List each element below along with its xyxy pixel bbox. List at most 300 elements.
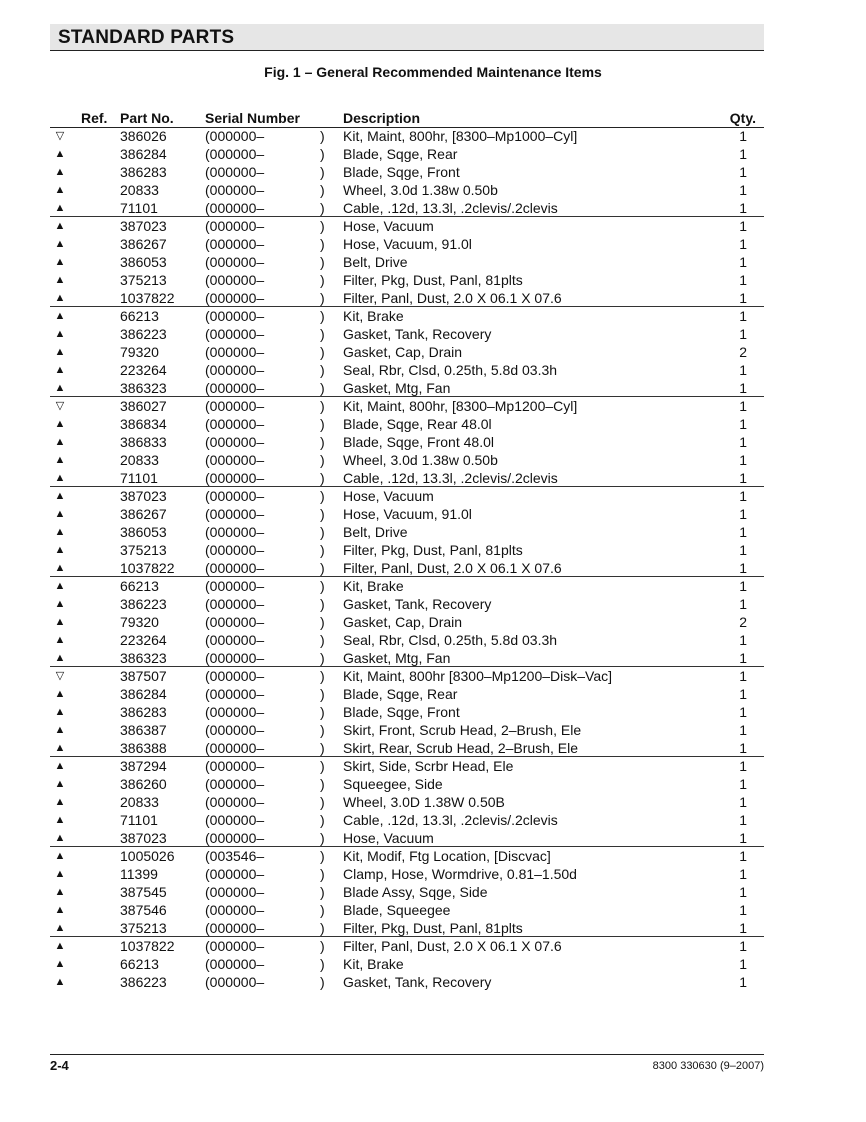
part-number: 66213 xyxy=(120,308,159,324)
ref-marker: ▲ xyxy=(54,634,66,646)
ref-marker: ▲ xyxy=(54,832,66,844)
part-number: 386387 xyxy=(120,722,167,738)
part-number: 20833 xyxy=(120,182,159,198)
table-row xyxy=(50,829,764,847)
serial-number: (000000– xyxy=(205,290,265,306)
serial-number: (000000– xyxy=(205,776,265,792)
quantity: 1 xyxy=(739,308,747,324)
table-row xyxy=(50,505,764,523)
description: Skirt, Rear, Scrub Head, 2–Brush, Ele xyxy=(343,740,578,756)
quantity: 1 xyxy=(739,524,747,540)
part-number: 387546 xyxy=(120,902,167,918)
ref-marker: ▲ xyxy=(54,274,66,286)
quantity: 1 xyxy=(739,200,747,216)
ref-marker: ▲ xyxy=(54,760,66,772)
quantity: 1 xyxy=(739,938,747,954)
serial-close: ) xyxy=(320,272,325,288)
serial-number: (000000– xyxy=(205,542,265,558)
section-header xyxy=(50,24,764,51)
quantity: 1 xyxy=(739,362,747,378)
description: Belt, Drive xyxy=(343,254,408,270)
serial-close: ) xyxy=(320,470,325,486)
serial-number: (000000– xyxy=(205,524,265,540)
table-row xyxy=(50,685,764,703)
description: Clamp, Hose, Wormdrive, 0.81–1.50d xyxy=(343,866,577,882)
description: Gasket, Cap, Drain xyxy=(343,344,463,360)
ref-marker: ▲ xyxy=(54,256,66,268)
ref-marker: ▲ xyxy=(54,868,66,880)
serial-number: (000000– xyxy=(205,218,265,234)
serial-number: (000000– xyxy=(205,236,265,252)
serial-close: ) xyxy=(320,974,325,990)
serial-close: ) xyxy=(320,542,325,558)
table-row xyxy=(50,487,764,505)
table-row xyxy=(50,127,764,145)
serial-number: (000000– xyxy=(205,488,265,504)
table-row xyxy=(50,415,764,433)
quantity: 2 xyxy=(739,344,747,360)
serial-number: (000000– xyxy=(205,668,265,684)
serial-close: ) xyxy=(320,956,325,972)
description: Blade, Sqge, Front xyxy=(343,704,460,720)
ref-marker: ▲ xyxy=(54,778,66,790)
part-number: 79320 xyxy=(120,344,159,360)
part-number: 386283 xyxy=(120,164,167,180)
quantity: 1 xyxy=(739,326,747,342)
description: Kit, Brake xyxy=(343,308,404,324)
table-row xyxy=(50,577,764,595)
part-number: 1005026 xyxy=(120,848,175,864)
serial-number: (000000– xyxy=(205,758,265,774)
part-number: 387507 xyxy=(120,668,167,684)
serial-close: ) xyxy=(320,668,325,684)
part-number: 71101 xyxy=(120,200,158,216)
description: Gasket, Tank, Recovery xyxy=(343,596,492,612)
description: Wheel, 3.0d 1.38w 0.50b xyxy=(343,182,498,198)
table-row xyxy=(50,631,764,649)
description: Filter, Panl, Dust, 2.0 X 06.1 X 07.6 xyxy=(343,290,562,306)
table-row xyxy=(50,253,764,271)
serial-close: ) xyxy=(320,146,325,162)
part-number: 387294 xyxy=(120,758,167,774)
description: Kit, Brake xyxy=(343,578,404,594)
quantity: 1 xyxy=(739,506,747,522)
serial-close: ) xyxy=(320,632,325,648)
serial-close: ) xyxy=(320,416,325,432)
part-number: 223264 xyxy=(120,362,167,378)
serial-number: (000000– xyxy=(205,470,265,486)
serial-number: (000000– xyxy=(205,884,265,900)
table-row xyxy=(50,397,764,415)
document-id: 8300 330630 (9–2007) xyxy=(652,1060,764,1072)
ref-marker: ▽ xyxy=(55,130,65,142)
ref-marker: ▲ xyxy=(54,220,66,232)
part-number: 386053 xyxy=(120,524,167,540)
ref-marker: ▲ xyxy=(54,238,66,250)
description: Cable, .12d, 13.3l, .2clevis/.2clevis xyxy=(343,812,558,828)
serial-number: (000000– xyxy=(205,254,265,270)
ref-marker: ▲ xyxy=(54,382,66,394)
serial-close: ) xyxy=(320,362,325,378)
ref-marker: ▲ xyxy=(54,436,66,448)
serial-close: ) xyxy=(320,380,325,396)
description: Kit, Maint, 800hr, [8300–Mp1200–Cyl] xyxy=(343,398,578,414)
description: Blade, Sqge, Rear xyxy=(343,686,458,702)
serial-number: (000000– xyxy=(205,596,265,612)
table-row xyxy=(50,955,764,973)
table-row xyxy=(50,613,764,631)
quantity: 1 xyxy=(739,668,747,684)
table-row xyxy=(50,307,764,325)
part-number: 386223 xyxy=(120,596,167,612)
serial-close: ) xyxy=(320,686,325,702)
table-row xyxy=(50,325,764,343)
table-row xyxy=(50,271,764,289)
description: Filter, Pkg, Dust, Panl, 81plts xyxy=(343,920,523,936)
serial-number: (000000– xyxy=(205,920,265,936)
ref-marker: ▲ xyxy=(54,958,66,970)
part-number: 20833 xyxy=(120,794,159,810)
part-number: 66213 xyxy=(120,956,159,972)
ref-marker: ▲ xyxy=(54,526,66,538)
quantity: 1 xyxy=(739,902,747,918)
table-row xyxy=(50,901,764,919)
serial-number: (000000– xyxy=(205,722,265,738)
description: Blade, Sqge, Front 48.0l xyxy=(343,434,494,450)
ref-marker: ▲ xyxy=(54,850,66,862)
table-row xyxy=(50,919,764,937)
description: Seal, Rbr, Clsd, 0.25th, 5.8d 03.3h xyxy=(343,362,558,378)
description: Seal, Rbr, Clsd, 0.25th, 5.8d 03.3h xyxy=(343,632,558,648)
ref-marker: ▲ xyxy=(54,184,66,196)
serial-close: ) xyxy=(320,452,325,468)
serial-number: (000000– xyxy=(205,686,265,702)
part-number: 223264 xyxy=(120,632,167,648)
ref-marker: ▲ xyxy=(54,454,66,466)
serial-close: ) xyxy=(320,236,325,252)
ref-marker: ▽ xyxy=(55,670,65,682)
description: Filter, Pkg, Dust, Panl, 81plts xyxy=(343,542,523,558)
serial-close: ) xyxy=(320,830,325,846)
serial-close: ) xyxy=(320,290,325,306)
quantity: 1 xyxy=(739,182,747,198)
serial-close: ) xyxy=(320,722,325,738)
quantity: 1 xyxy=(739,794,747,810)
quantity: 1 xyxy=(739,758,747,774)
quantity: 1 xyxy=(739,974,747,990)
serial-close: ) xyxy=(320,902,325,918)
ref-marker: ▲ xyxy=(54,724,66,736)
serial-close: ) xyxy=(320,848,325,864)
quantity: 1 xyxy=(739,830,747,846)
ref-marker: ▲ xyxy=(54,652,66,664)
description: Belt, Drive xyxy=(343,524,408,540)
part-number: 386053 xyxy=(120,254,167,270)
description: Skirt, Front, Scrub Head, 2–Brush, Ele xyxy=(343,722,582,738)
ref-marker: ▲ xyxy=(54,598,66,610)
serial-number: (003546– xyxy=(205,848,265,864)
ref-marker: ▲ xyxy=(54,166,66,178)
description: Squeegee, Side xyxy=(343,776,443,792)
serial-number: (000000– xyxy=(205,380,265,396)
table-row xyxy=(50,775,764,793)
serial-close: ) xyxy=(320,524,325,540)
description: Blade, Sqge, Front xyxy=(343,164,460,180)
description: Kit, Maint, 800hr, [8300–Mp1000–Cyl] xyxy=(343,128,578,144)
table-row xyxy=(50,289,764,307)
quantity: 1 xyxy=(739,722,747,738)
serial-close: ) xyxy=(320,488,325,504)
ref-marker: ▲ xyxy=(54,922,66,934)
serial-number: (000000– xyxy=(205,308,265,324)
table-row xyxy=(50,379,764,397)
serial-number: (000000– xyxy=(205,812,265,828)
quantity: 1 xyxy=(739,578,747,594)
serial-number: (000000– xyxy=(205,902,265,918)
part-number: 375213 xyxy=(120,920,167,936)
quantity: 1 xyxy=(739,704,747,720)
ref-marker: ▲ xyxy=(54,580,66,592)
serial-close: ) xyxy=(320,398,325,414)
serial-close: ) xyxy=(320,164,325,180)
figure-title: Fig. 1 – General Recommended Maintenance Items xyxy=(264,64,602,80)
part-number: 387023 xyxy=(120,218,167,234)
part-number: 386834 xyxy=(120,416,167,432)
table-row xyxy=(50,883,764,901)
part-number: 386323 xyxy=(120,650,167,666)
ref-marker: ▲ xyxy=(54,742,66,754)
quantity: 1 xyxy=(739,398,747,414)
serial-close: ) xyxy=(320,182,325,198)
serial-close: ) xyxy=(320,758,325,774)
quantity: 1 xyxy=(739,146,747,162)
ref-marker: ▲ xyxy=(54,472,66,484)
description: Hose, Vacuum xyxy=(343,488,434,504)
description: Hose, Vacuum, 91.0l xyxy=(343,236,472,252)
serial-close: ) xyxy=(320,866,325,882)
serial-close: ) xyxy=(320,578,325,594)
table-row xyxy=(50,361,764,379)
description: Wheel, 3.0d 1.38w 0.50b xyxy=(343,452,498,468)
part-number: 386323 xyxy=(120,380,167,396)
part-number: 71101 xyxy=(120,812,158,828)
table-row xyxy=(50,559,764,577)
serial-close: ) xyxy=(320,704,325,720)
serial-number: (000000– xyxy=(205,506,265,522)
description: Blade, Sqge, Rear xyxy=(343,146,458,162)
serial-close: ) xyxy=(320,200,325,216)
part-number: 11399 xyxy=(120,866,158,882)
part-number: 386223 xyxy=(120,974,167,990)
table-row xyxy=(50,721,764,739)
ref-marker: ▲ xyxy=(54,562,66,574)
part-number: 1037822 xyxy=(120,560,175,576)
part-number: 386284 xyxy=(120,686,167,702)
description: Wheel, 3.0D 1.38W 0.50B xyxy=(343,794,505,810)
table-row xyxy=(50,865,764,883)
quantity: 1 xyxy=(739,272,747,288)
serial-number: (000000– xyxy=(205,200,265,216)
part-number: 386267 xyxy=(120,236,167,252)
table-row xyxy=(50,937,764,955)
serial-number: (000000– xyxy=(205,560,265,576)
serial-close: ) xyxy=(320,650,325,666)
serial-close: ) xyxy=(320,920,325,936)
serial-number: (000000– xyxy=(205,344,265,360)
serial-close: ) xyxy=(320,812,325,828)
description: Gasket, Mtg, Fan xyxy=(343,650,451,666)
description: Kit, Maint, 800hr [8300–Mp1200–Disk–Vac] xyxy=(343,668,613,684)
serial-number: (000000– xyxy=(205,452,265,468)
table-row xyxy=(50,847,764,865)
table-row xyxy=(50,343,764,361)
quantity: 1 xyxy=(739,560,747,576)
parts-table-body xyxy=(50,127,764,991)
part-number: 386026 xyxy=(120,128,167,144)
serial-close: ) xyxy=(320,560,325,576)
description: Gasket, Tank, Recovery xyxy=(343,326,492,342)
part-number: 386284 xyxy=(120,146,167,162)
ref-marker: ▽ xyxy=(55,400,65,412)
table-row xyxy=(50,433,764,451)
serial-close: ) xyxy=(320,884,325,900)
serial-number: (000000– xyxy=(205,272,265,288)
serial-number: (000000– xyxy=(205,614,265,630)
quantity: 1 xyxy=(739,254,747,270)
ref-marker: ▲ xyxy=(54,418,66,430)
table-row xyxy=(50,793,764,811)
ref-marker: ▲ xyxy=(54,202,66,214)
quantity: 1 xyxy=(739,956,747,972)
description: Filter, Panl, Dust, 2.0 X 06.1 X 07.6 xyxy=(343,560,562,576)
serial-number: (000000– xyxy=(205,434,265,450)
serial-close: ) xyxy=(320,794,325,810)
description: Blade Assy, Sqge, Side xyxy=(343,884,488,900)
table-row xyxy=(50,757,764,775)
quantity: 1 xyxy=(739,128,747,144)
ref-marker: ▲ xyxy=(54,292,66,304)
part-number: 66213 xyxy=(120,578,159,594)
description: Hose, Vacuum xyxy=(343,218,434,234)
table-row xyxy=(50,811,764,829)
description: Gasket, Tank, Recovery xyxy=(343,974,492,990)
column-header-serial-number: Serial Number xyxy=(205,110,300,126)
ref-marker: ▲ xyxy=(54,544,66,556)
table-row xyxy=(50,595,764,613)
description: Cable, .12d, 13.3l, .2clevis/.2clevis xyxy=(343,470,558,486)
part-number: 387023 xyxy=(120,830,167,846)
part-number: 20833 xyxy=(120,452,159,468)
serial-close: ) xyxy=(320,308,325,324)
serial-number: (000000– xyxy=(205,182,265,198)
quantity: 1 xyxy=(739,164,747,180)
table-row xyxy=(50,739,764,757)
part-number: 375213 xyxy=(120,272,167,288)
section-title: STANDARD PARTS xyxy=(58,27,235,48)
table-row xyxy=(50,973,764,991)
description: Filter, Panl, Dust, 2.0 X 06.1 X 07.6 xyxy=(343,938,562,954)
quantity: 1 xyxy=(739,740,747,756)
ref-marker: ▲ xyxy=(54,490,66,502)
ref-marker: ▲ xyxy=(54,328,66,340)
ref-marker: ▲ xyxy=(54,616,66,628)
description: Gasket, Cap, Drain xyxy=(343,614,463,630)
quantity: 1 xyxy=(739,848,747,864)
table-row xyxy=(50,667,764,685)
quantity: 1 xyxy=(739,542,747,558)
quantity: 1 xyxy=(739,236,747,252)
ref-marker: ▲ xyxy=(54,814,66,826)
quantity: 1 xyxy=(739,290,747,306)
part-number: 386283 xyxy=(120,704,167,720)
serial-close: ) xyxy=(320,128,325,144)
serial-number: (000000– xyxy=(205,146,265,162)
description: Blade, Sqge, Rear 48.0l xyxy=(343,416,492,432)
ref-marker: ▲ xyxy=(54,940,66,952)
part-number: 375213 xyxy=(120,542,167,558)
table-row xyxy=(50,217,764,235)
description: Skirt, Side, Scrbr Head, Ele xyxy=(343,758,514,774)
serial-number: (000000– xyxy=(205,794,265,810)
serial-number: (000000– xyxy=(205,128,265,144)
table-row xyxy=(50,181,764,199)
description: Filter, Pkg, Dust, Panl, 81plts xyxy=(343,272,523,288)
footer-divider xyxy=(50,1054,764,1055)
ref-marker: ▲ xyxy=(54,886,66,898)
serial-number: (000000– xyxy=(205,416,265,432)
description: Kit, Brake xyxy=(343,956,404,972)
serial-number: (000000– xyxy=(205,974,265,990)
ref-marker: ▲ xyxy=(54,364,66,376)
serial-close: ) xyxy=(320,434,325,450)
ref-marker: ▲ xyxy=(54,508,66,520)
quantity: 1 xyxy=(739,650,747,666)
serial-close: ) xyxy=(320,254,325,270)
ref-marker: ▲ xyxy=(54,976,66,988)
table-row xyxy=(50,649,764,667)
table-row xyxy=(50,163,764,181)
part-number: 387545 xyxy=(120,884,167,900)
quantity: 1 xyxy=(739,884,747,900)
table-row xyxy=(50,451,764,469)
ref-marker: ▲ xyxy=(54,310,66,322)
table-row xyxy=(50,703,764,721)
serial-number: (000000– xyxy=(205,740,265,756)
serial-number: (000000– xyxy=(205,632,265,648)
part-number: 386223 xyxy=(120,326,167,342)
quantity: 1 xyxy=(739,470,747,486)
ref-marker: ▲ xyxy=(54,796,66,808)
part-number: 386260 xyxy=(120,776,167,792)
column-header-part-no: Part No. xyxy=(120,110,174,126)
serial-close: ) xyxy=(320,740,325,756)
serial-close: ) xyxy=(320,326,325,342)
serial-close: ) xyxy=(320,596,325,612)
quantity: 1 xyxy=(739,452,747,468)
quantity: 1 xyxy=(739,488,747,504)
quantity: 1 xyxy=(739,632,747,648)
ref-marker: ▲ xyxy=(54,688,66,700)
table-row xyxy=(50,541,764,559)
table-row xyxy=(50,523,764,541)
serial-close: ) xyxy=(320,218,325,234)
column-header-qty: Qty. xyxy=(729,110,756,126)
ref-marker: ▲ xyxy=(54,904,66,916)
part-number: 386833 xyxy=(120,434,167,450)
quantity: 1 xyxy=(739,686,747,702)
serial-close: ) xyxy=(320,506,325,522)
quantity: 1 xyxy=(739,866,747,882)
